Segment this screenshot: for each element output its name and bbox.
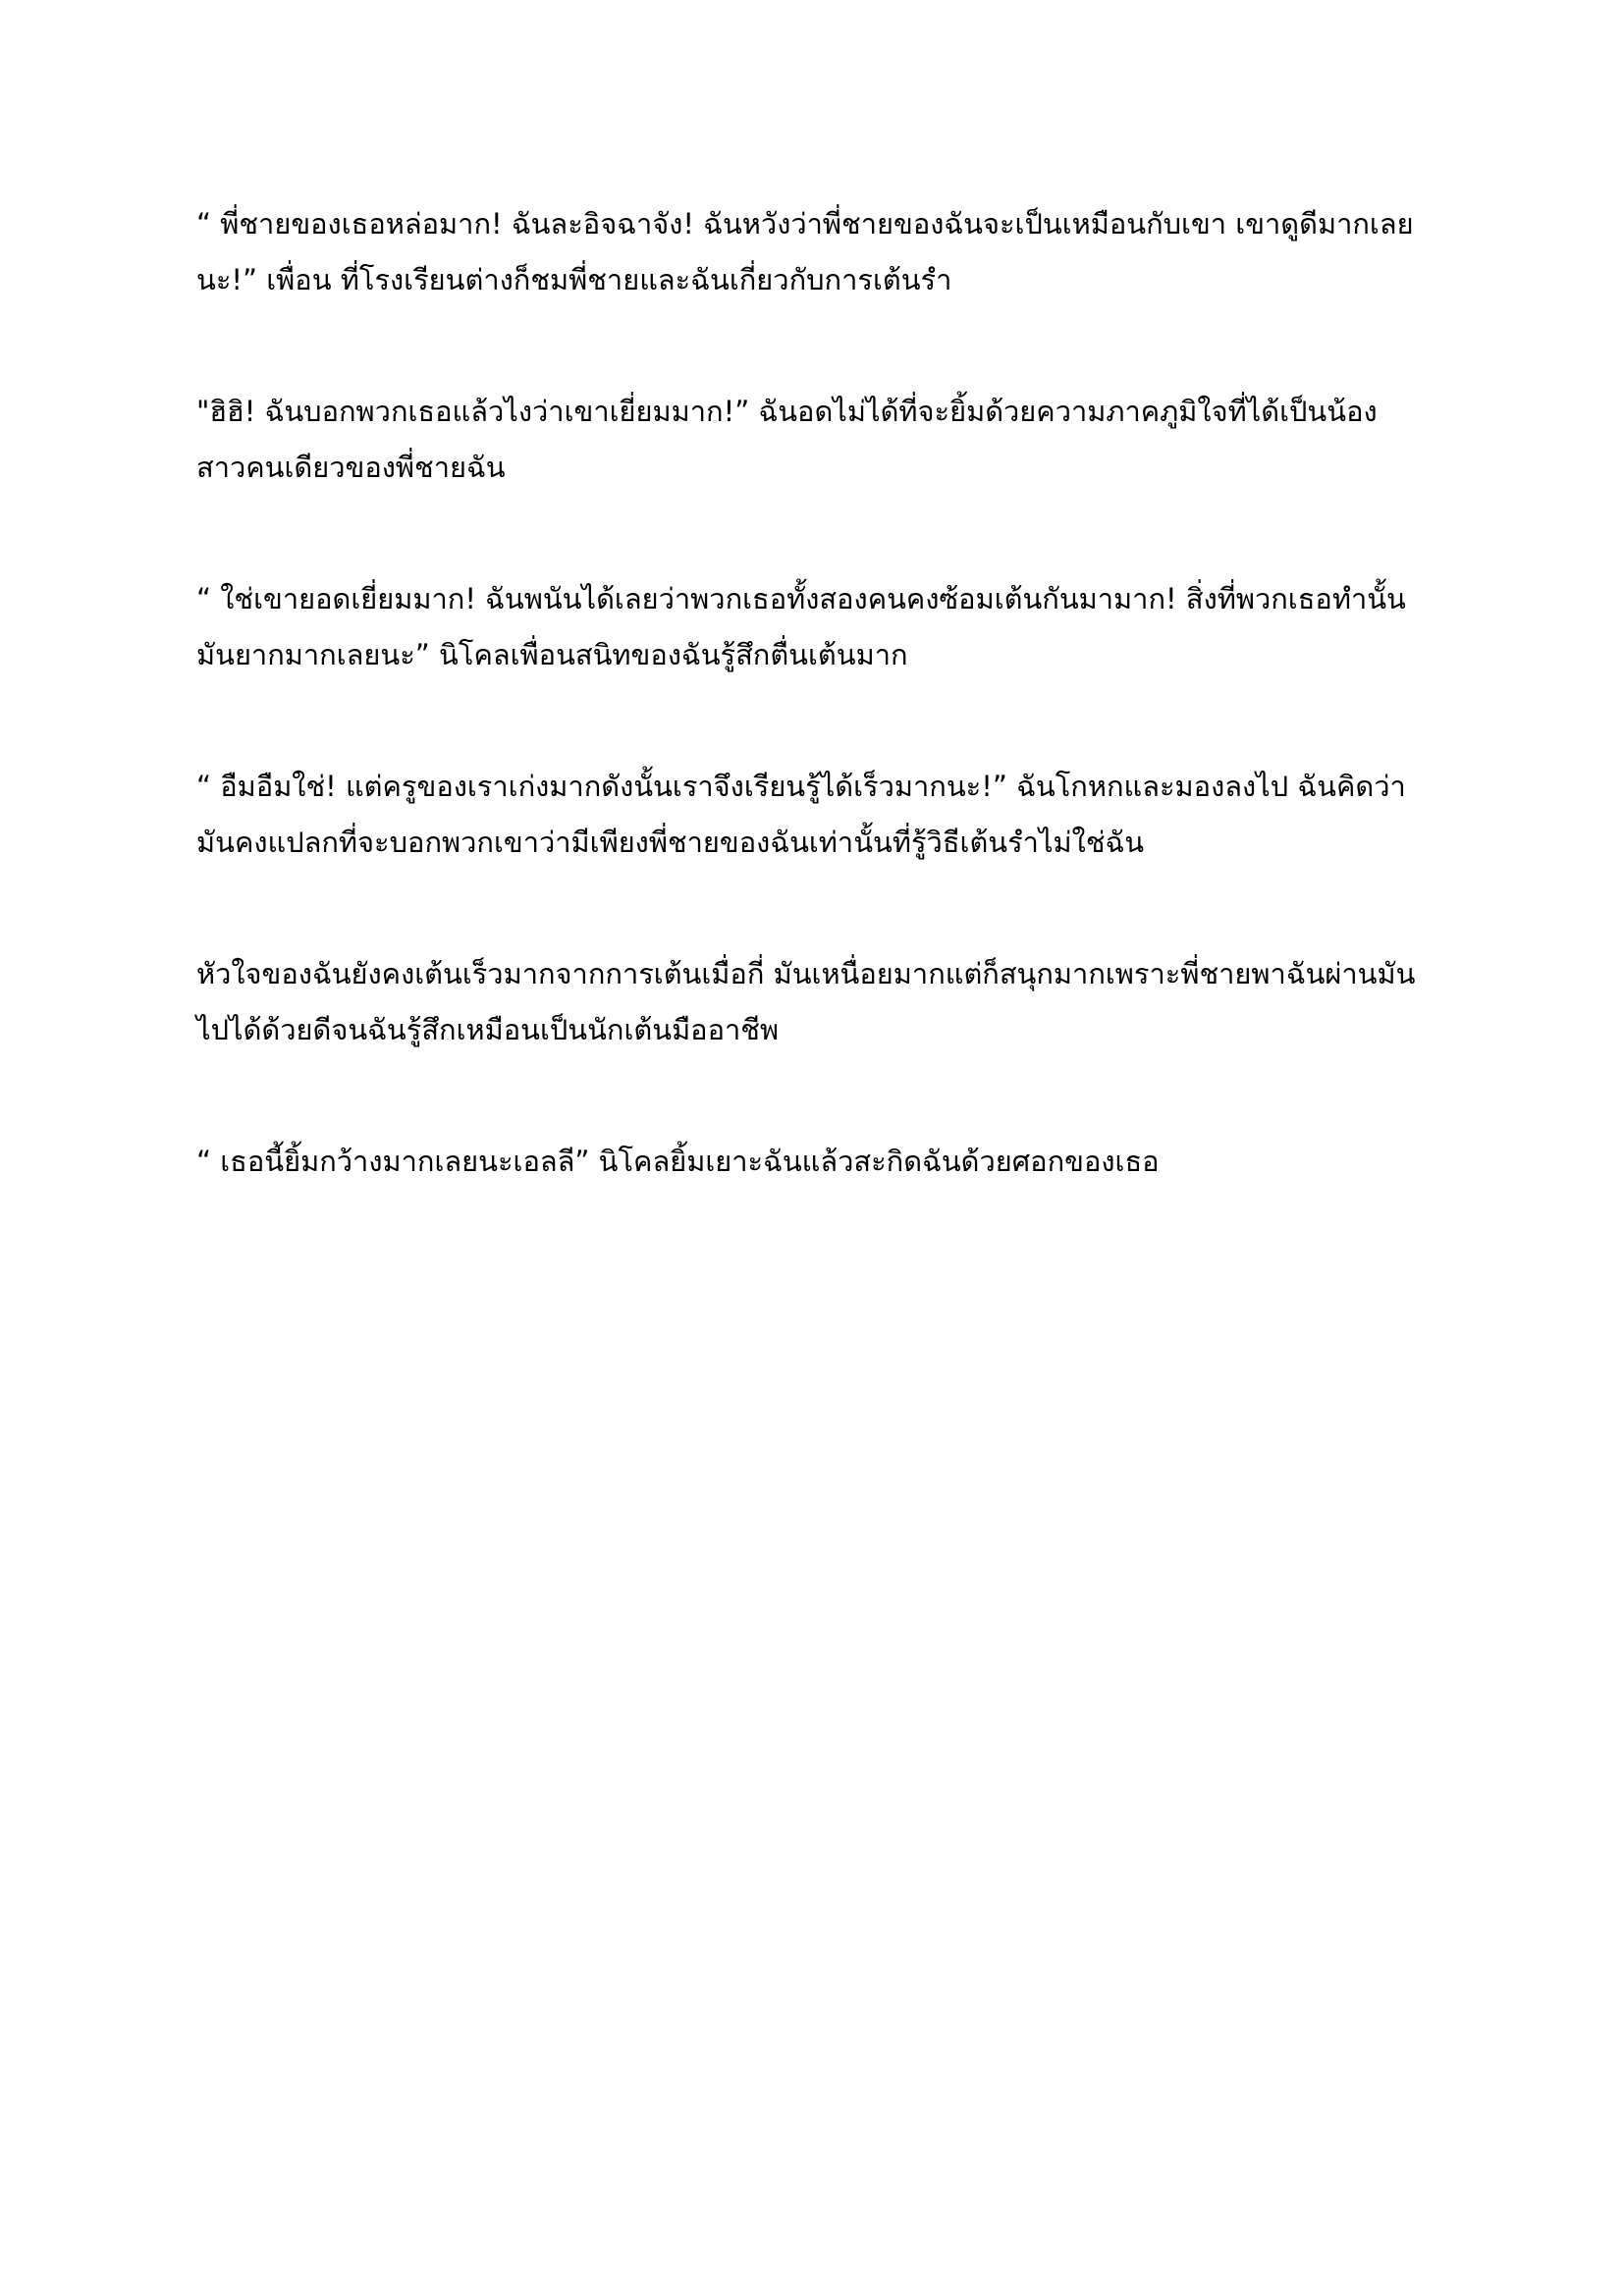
paragraph-2: "ฮิฮิ! ฉันบอกพวกเธอแล้วไงว่าเขาเยี่ยมมาก!” ฉันอดไม่ได้ที่จะยิ้มด้วยความภาคภูมิใจที่ได้เป็นน้องสาวคนเดียวของพี่ชายฉัน <box>196 395 1378 484</box>
paragraph-6: “ เธอนี้ยิ้มกว้างมากเลยนะเอลลี” นิโคลยิ้มเยาะฉันแล้วสะกิดฉันด้วยศอกของเธอ <box>196 1145 1160 1179</box>
document-body <box>196 196 1424 1190</box>
paragraph-5: หัวใจของฉันยังคงเต้นเร็วมากจากการเต้นเมื่อกี่ มันเหนื่อยมากแต่ก็สนุกมากเพราะพี่ชายพาฉันผ่านมันไปได้ด้วยดีจนฉันรู้สึกเหมือนเป็นนักเต้นมืออาชีพ <box>196 957 1416 1046</box>
paragraph-4: “ อืมอืมใช่! แต่ครูของเราเก่งมากดังนั้นเราจึงเรียนรู้ได้เร็วมากนะ!” ฉันโกหกและมองลงไป ฉันคิดว่ามันคงแปลกที่จะบอกพวกเขาว่ามีเพียงพี่ชายของฉันเท่านั้นที่รู้วิธีเต้นรำไม่ใช่ฉัน <box>196 770 1406 859</box>
paragraph-1: “ พี่ชายของเธอหล่อมาก! ฉันละอิจฉาจัง! ฉันหวังว่าพี่ชายของฉันจะเป็นเหมือนกับเขา เขาดูดีมากเลยนะ!” เพื่อน ที่โรงเรียนต่างก็ชมพี่ชายและฉันเกี่ยวกับการเต้นรำ <box>196 207 1414 296</box>
paragraph-3: “ ใช่เขายอดเยี่ยมมาก! ฉันพนันได้เลยว่าพวกเธอทั้งสองคนคงซ้อมเต้นกันมามาก! สิ่งที่พวกเธอทำนั้นมันยากมากเลยนะ” นิโคลเพื่อนสนิทของฉันรู้สึกตื่นเต้นมาก <box>196 582 1406 671</box>
